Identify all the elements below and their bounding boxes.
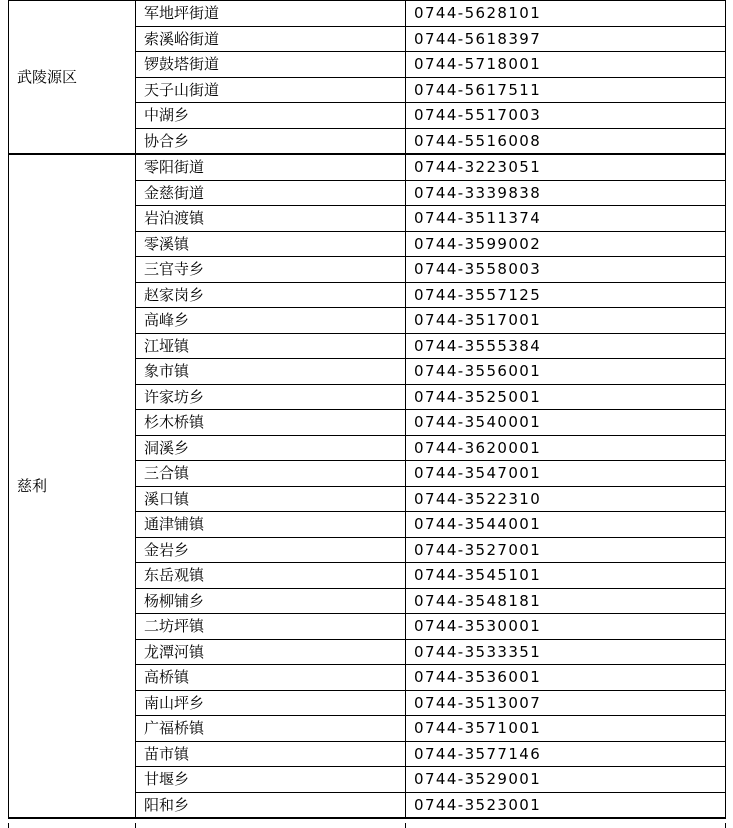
township-name-cell: 零溪镇 [136, 231, 406, 257]
township-name-cell: 苗市镇 [136, 741, 406, 767]
township-name-cell: 通津铺镇 [136, 512, 406, 538]
phone-number-cell: 0744-3571001 [406, 716, 726, 742]
phone-number-cell: 0744-3545101 [406, 563, 726, 589]
table-continuation [8, 823, 726, 828]
phone-number-cell: 0744-3540001 [406, 410, 726, 436]
phone-number-cell: 0744-3223051 [406, 154, 726, 180]
phone-number-cell: 0744-3527001 [406, 537, 726, 563]
phone-number-cell: 0744-5517003 [406, 103, 726, 129]
contact-table-body [9, 1, 726, 819]
phone-number-cell: 0744-3547001 [406, 461, 726, 487]
township-name-cell: 洞溪乡 [136, 435, 406, 461]
phone-number-cell: 0744-3530001 [406, 614, 726, 640]
phone-number-cell: 0744-5718001 [406, 52, 726, 78]
township-name-cell: 军地坪街道 [136, 1, 406, 27]
township-name-cell: 三合镇 [136, 461, 406, 487]
township-name-cell: 江垭镇 [136, 333, 406, 359]
phone-number-cell: 0744-3599002 [406, 231, 726, 257]
township-name-cell: 索溪峪街道 [136, 26, 406, 52]
contact-table-wrapper [8, 0, 725, 819]
phone-number-cell: 0744-3544001 [406, 512, 726, 538]
phone-number-cell: 0744-3517001 [406, 308, 726, 334]
phone-number-cell: 0744-3558003 [406, 257, 726, 283]
phone-number-cell: 0744-3577146 [406, 741, 726, 767]
township-name-cell: 天子山街道 [136, 77, 406, 103]
phone-number-cell: 0744-3513007 [406, 690, 726, 716]
township-name-cell: 广福桥镇 [136, 716, 406, 742]
township-name-cell: 协合乡 [136, 128, 406, 154]
district-cell: 武陵源区 [9, 1, 136, 155]
township-name-cell: 金岩乡 [136, 537, 406, 563]
township-name-cell: 溪口镇 [136, 486, 406, 512]
phone-number-cell: 0744-3525001 [406, 384, 726, 410]
township-name-cell: 二坊坪镇 [136, 614, 406, 640]
table-row [9, 154, 726, 180]
phone-number-cell: 0744-3556001 [406, 359, 726, 385]
phone-number-cell: 0744-3548181 [406, 588, 726, 614]
phone-number-cell: 0744-3339838 [406, 180, 726, 206]
township-name-cell: 三官寺乡 [136, 257, 406, 283]
district-cell: 慈利 [9, 154, 136, 818]
phone-number-cell: 0744-3533351 [406, 639, 726, 665]
phone-number-cell: 0744-5628101 [406, 1, 726, 27]
phone-number-cell: 0744-3620001 [406, 435, 726, 461]
phone-number-cell: 0744-3557125 [406, 282, 726, 308]
township-name-cell: 杨柳铺乡 [136, 588, 406, 614]
township-name-cell: 中湖乡 [136, 103, 406, 129]
phone-number-cell: 0744-5516008 [406, 128, 726, 154]
phone-number-cell: 0744-5617511 [406, 77, 726, 103]
table-row [9, 1, 726, 27]
phone-number-cell: 0744-3522310 [406, 486, 726, 512]
township-name-cell: 高桥镇 [136, 665, 406, 691]
township-name-cell: 岩泊渡镇 [136, 206, 406, 232]
phone-number-cell: 0744-3555384 [406, 333, 726, 359]
township-name-cell: 阳和乡 [136, 792, 406, 818]
township-name-cell: 许家坊乡 [136, 384, 406, 410]
township-name-cell: 零阳街道 [136, 154, 406, 180]
township-name-cell: 锣鼓塔街道 [136, 52, 406, 78]
phone-number-cell: 0744-3523001 [406, 792, 726, 818]
phone-number-cell: 0744-5618397 [406, 26, 726, 52]
phone-number-cell: 0744-3536001 [406, 665, 726, 691]
township-name-cell: 甘堰乡 [136, 767, 406, 793]
phone-number-cell: 0744-3511374 [406, 206, 726, 232]
township-name-cell: 象市镇 [136, 359, 406, 385]
township-name-cell: 杉木桥镇 [136, 410, 406, 436]
township-name-cell: 高峰乡 [136, 308, 406, 334]
township-name-cell: 金慈街道 [136, 180, 406, 206]
township-name-cell: 龙潭河镇 [136, 639, 406, 665]
township-name-cell: 南山坪乡 [136, 690, 406, 716]
contact-table [8, 0, 726, 819]
township-name-cell: 东岳观镇 [136, 563, 406, 589]
township-name-cell: 赵家岗乡 [136, 282, 406, 308]
phone-number-cell: 0744-3529001 [406, 767, 726, 793]
